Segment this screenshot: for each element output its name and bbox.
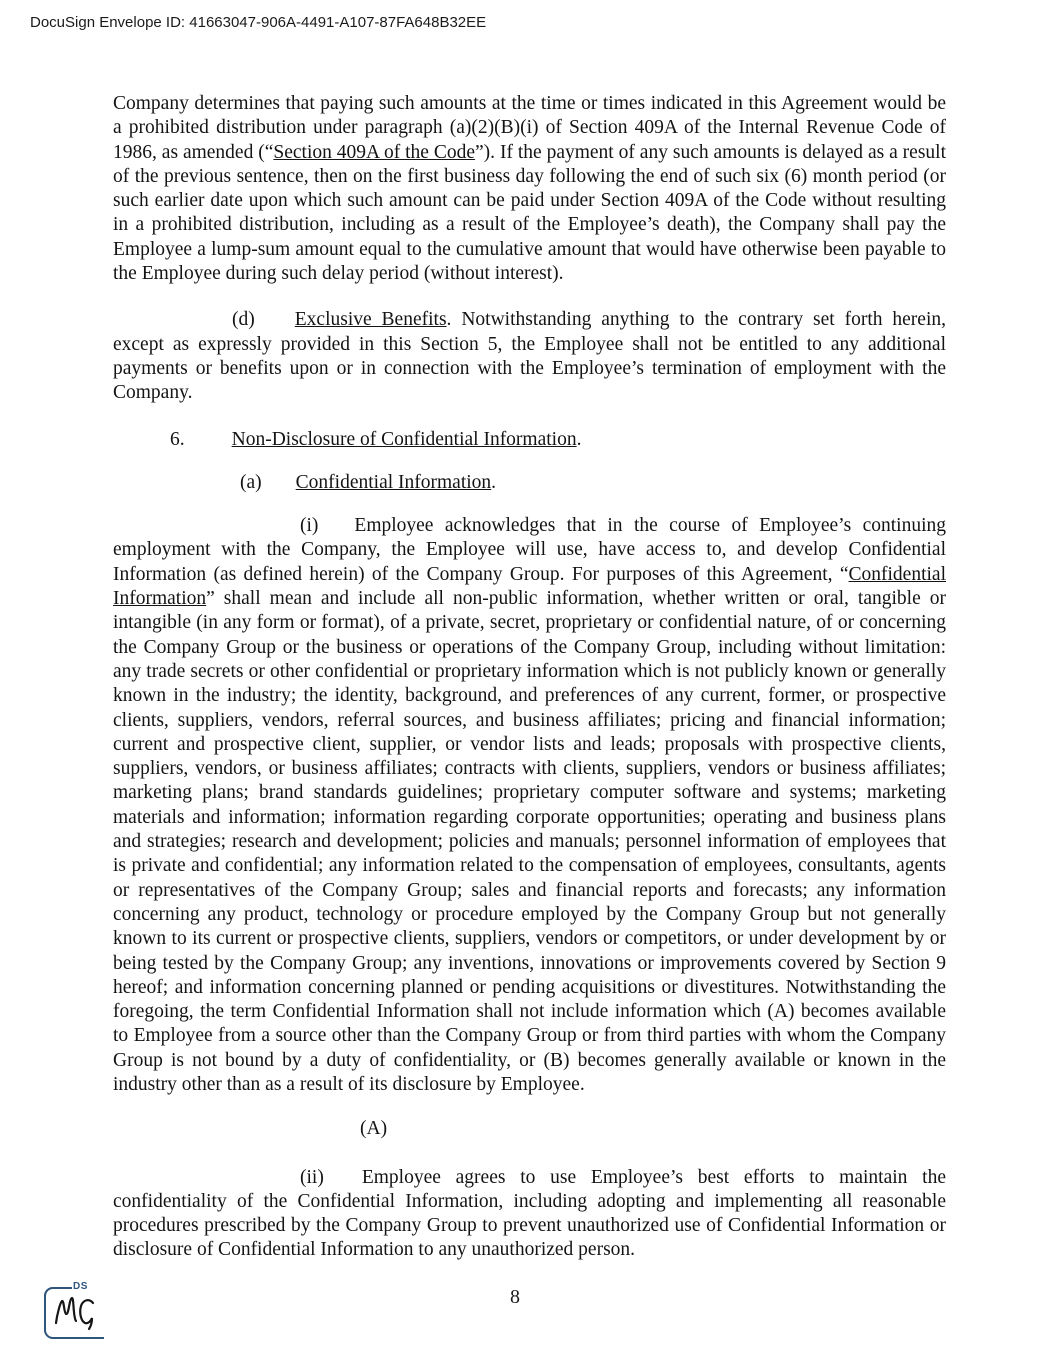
- paragraph-A-placeholder: [113, 1117, 946, 1141]
- heading-period: .: [491, 471, 497, 493]
- contract-text-body: [113, 92, 946, 1263]
- tab-indent: [113, 444, 170, 445]
- paragraph-text: Employee agrees to use Employee’s best efforts to maintain the confidentiality of the Confidential Information, including adopting and implementing all reasonable procedures prescribed by the Company Group to prevent unauthorized use of Confidential Information or disclosure of Confidential Information to any unauthorized person.: [113, 1166, 946, 1261]
- paragraph-i-confidential-information: [113, 514, 946, 1097]
- docusign-ds-badge: DS: [73, 1281, 88, 1292]
- paragraph-text: ”). If the payment of any such amounts is delayed as a result of the previous sentence, then on the first business day following the end of such six (6) month period (or such earlier date upon which such amount can be paid under Section 409A of the Code without resulting in a prohibited distribution, including as a result of the Employee’s death), the Company shall pay the Employee a lump-sum amount equal to the cumulative amount that would have otherwise been payable to the Employee during such delay period (without interest).: [113, 141, 947, 285]
- paragraph-section-409a: [113, 92, 946, 286]
- tab-indent: [318, 530, 354, 531]
- defined-term-confidential-information: Confidential Information: [113, 563, 946, 610]
- tab-indent: [113, 1133, 360, 1134]
- tab-indent: [113, 1182, 300, 1183]
- tab-indent: [324, 1182, 362, 1183]
- heading-period: .: [576, 428, 582, 450]
- heading-exclusive-benefits: Exclusive Benefits: [294, 309, 447, 331]
- paragraph-ii-best-efforts: [113, 1166, 946, 1263]
- handwritten-initials-mc-icon: [53, 1293, 97, 1333]
- paragraph-text: Employee acknowledges that in the course of Employee’s continuing employment with the Company, the Employee will use, have access to, and develop Confidential Information (as defined herein) of the Company Group. For purposes of this Agreement, “: [113, 515, 946, 585]
- section-6-heading: [113, 428, 946, 452]
- page-number: 8: [510, 1286, 520, 1308]
- paragraph-text: ” shall mean and include all non-public information, whether written or oral, tangible or intangible (in any form or format), of a private, secret, proprietary or confidential nature, of or concerning the Company Group or the business or operations of the Company Group, including without limitation: any trade secrets or other confidential or proprietary information which is not publicly known or generally known in the industry; the identity, background, and preferences of any current, former, or prospective clients, suppliers, vendors, referral sources, and business affiliates; pricing and financial information; current and prospective client, supplier, or vendor lists and leads; proposals with prospective clients, suppliers, vendors, or business affiliates; contracts with clients, suppliers, vendors or business affiliates; marketing plans; brand standards guidelines; proprietary computer software and systems; marketing materials and information; information regarding corporate opportunities; operating and business plans and strategies; research and development; policies and manuals; personnel information of employees that is private and confidential; any information related to the compensation of employees, consultants, agents or representatives of the Company Group; sales and financial reports and forecasts; any information concerning any product, technology or procedure employed by the Company Group but not generally known to its current or prospective clients, suppliers, vendors or competitors, or under development by or being tested by the Company Group; any inventions, innovations or improvements covered by Section 9 hereof; and information concerning planned or pending acquisitions or divestitures. Notwithstanding the foregoing, the term Confidential Information shall not include information which (A) becomes available to Employee from a source other than the Company Group or from third parties with whom the Company Group is not bound by a duty of confidentiality, or (B) becomes generally available or known in the industry other than as a result of its disclosure by Employee.: [113, 588, 946, 1095]
- tab-indent: [113, 530, 300, 531]
- list-marker-a: (a): [240, 471, 262, 493]
- paragraph-text: . Notwithstanding anything to the contrary set forth herein, except as expressly provided in this Section 5, the Employee shall not be entitled to any additional payments or benefits upon or in connection with the Employee’s termination of employment with the Company.: [113, 309, 946, 404]
- section-6a-heading: [113, 471, 946, 495]
- tab-indent: [185, 444, 232, 445]
- tab-indent: [113, 487, 240, 488]
- list-marker-d: (d): [232, 309, 255, 331]
- tab-indent: [255, 324, 295, 325]
- defined-term-section-409a: Section 409A of the Code: [273, 141, 476, 163]
- docusign-initials-stamp: [44, 1281, 108, 1339]
- tab-indent: [113, 324, 232, 325]
- heading-confidential-information: Confidential Information: [295, 471, 492, 493]
- section-number: 6.: [170, 428, 185, 450]
- list-marker-i: (i): [300, 515, 319, 537]
- list-marker-ii: (ii): [300, 1166, 324, 1188]
- tab-indent: [262, 487, 296, 488]
- paragraph-exclusive-benefits: [113, 308, 946, 405]
- list-marker-A: (A): [360, 1118, 388, 1140]
- docusign-envelope-id-header: DocuSign Envelope ID: 41663047-906A-4491-A107-87FA648B32EE: [30, 14, 487, 31]
- paragraph-text: Company determines that paying such amounts at the time or times indicated in this Agreement would be a prohibited distribution under paragraph (a)(2)(B)(i) of Section 409A of the Internal Revenue Code of 1986, as amended (“: [113, 93, 946, 163]
- heading-non-disclosure: Non-Disclosure of Confidential Information: [231, 428, 577, 450]
